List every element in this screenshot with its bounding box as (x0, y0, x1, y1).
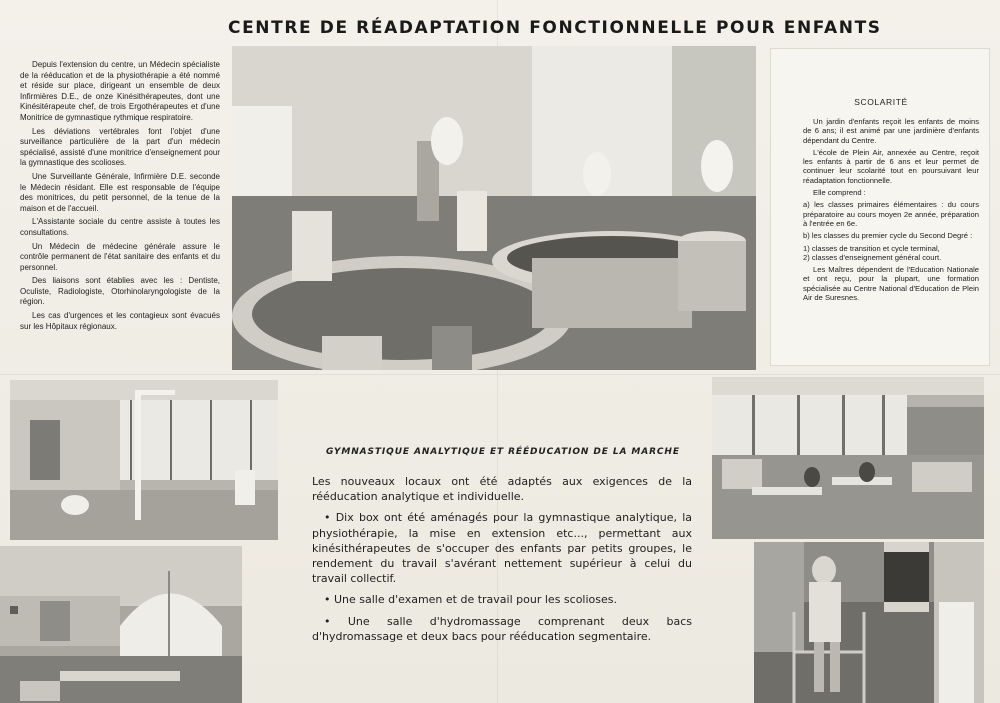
gymnastique-intro: Les nouveaux locaux ont été adaptés aux exigences de la rééducation analytique et individuelle. (312, 475, 692, 504)
fold-line-horizontal (0, 374, 1000, 375)
scolarite-list-item: b) les classes du premier cycle du Second Degré : (803, 231, 973, 241)
scolarite-list-item: 2) classes d'enseignement général court. (803, 252, 942, 262)
staff-description (20, 60, 220, 335)
photo-hydrotherapy-tanks (232, 46, 756, 370)
gymnastique-bullet: • Une salle d'examen et de travail pour les scolioses. (324, 593, 617, 607)
photo-classroom (712, 377, 984, 539)
scolarite-title: SCOLARITÉ (854, 97, 908, 107)
photo-walking-reeducation (754, 542, 984, 703)
scolarite-list-item: a) les classes primaires élémentaires : du cours préparatoire au cours moyen 2e année, préparation à l'entrée en 6e. (803, 200, 979, 228)
gymnastique-bullet: • Dix box ont été aménagés pour la gymnastique analytique, la physiothérapie, la mise en extension etc..., permettant aux kinésithérapeutes de s'occuper des enfants par petits groupes, le rendement du travail s'avérant nettement supérieur à celui du travail collectif. (312, 511, 692, 586)
scolarite-panel (770, 48, 990, 366)
main-title: CENTRE DE RÉADAPTATION FONCTIONNELLE POUR ENFANTS (228, 18, 882, 38)
scolarite-text (803, 117, 979, 305)
gymnastique-bullet: • Une salle d'hydromassage comprenant deux bacs d'hydromassage et deux bacs pour rééducation segmentaire. (312, 614, 692, 643)
scolarite-list-item: 1) classes de transition et cycle terminal, (803, 243, 940, 253)
staff-paragraph: Les cas d'urgences et les contagieux sont évacués sur les Hôpitaux régionaux. (20, 311, 220, 331)
staff-paragraph: Une Surveillante Générale, Infirmière D.E. seconde le Médecin résidant. Elle est responsable de l'équipe des monitrices, du petit personnel, de la tenue de la maison et de l'accueil. (20, 171, 220, 213)
staff-paragraph: Des liaisons sont établies avec les : Dentiste, Oculiste, Radiologiste, Otorhinolaryngologiste de la région. (20, 276, 220, 307)
photo-gymnastics-room (10, 380, 278, 540)
scolarite-paragraph: Elle comprend : (813, 188, 866, 198)
scolarite-paragraph: Les Maîtres dépendent de l'Education Nationale et ont reçu, pour la plupart, une formation spécialisée au Centre National d'Education de Plein Air de Suresnes. (803, 265, 979, 303)
staff-paragraph: Les déviations vertébrales font l'objet d'une surveillance particulière de la part d'un médecin spécialisé, assisté d'une monitrice d'enseignement pour la gymnastique des scolioses. (20, 126, 220, 168)
photo-playroom (0, 546, 242, 703)
scolarite-paragraph: Un jardin d'enfants reçoit les enfants de moins de 6 ans; il est animé par une jardinière d'enfants dépendant du Centre. (803, 117, 979, 145)
gymnastique-title: GYMNASTIQUE ANALYTIQUE ET RÉÉDUCATION DE LA MARCHE (326, 447, 680, 457)
scolarite-paragraph: L'école de Plein Air, annexée au Centre, reçoit les enfants à partir de 6 ans et leur permet de continuer leur scolarité tout en poursuivant leur réadaptation fonctionnelle. (803, 147, 979, 185)
staff-paragraph: Depuis l'extension du centre, un Médecin spécialiste de la rééducation et de la physiothérapie a été nommé et réside sur place, dirigeant un ensemble de deux Infirmières D.E., de onze Kinésithérapeutes, dont une Kinésitérapeute chef, de trois Ergothérapeutes et d'une Monitrice de gymnastique rythmique respiratoire. (20, 60, 220, 122)
staff-paragraph: L'Assistante sociale du centre assiste à toutes les consultations. (20, 217, 220, 237)
staff-paragraph: Un Médecin de médecine générale assure le contrôle permanent de l'état sanitaire des enfants et du personnel. (20, 241, 220, 272)
gymnastique-text (312, 474, 692, 650)
